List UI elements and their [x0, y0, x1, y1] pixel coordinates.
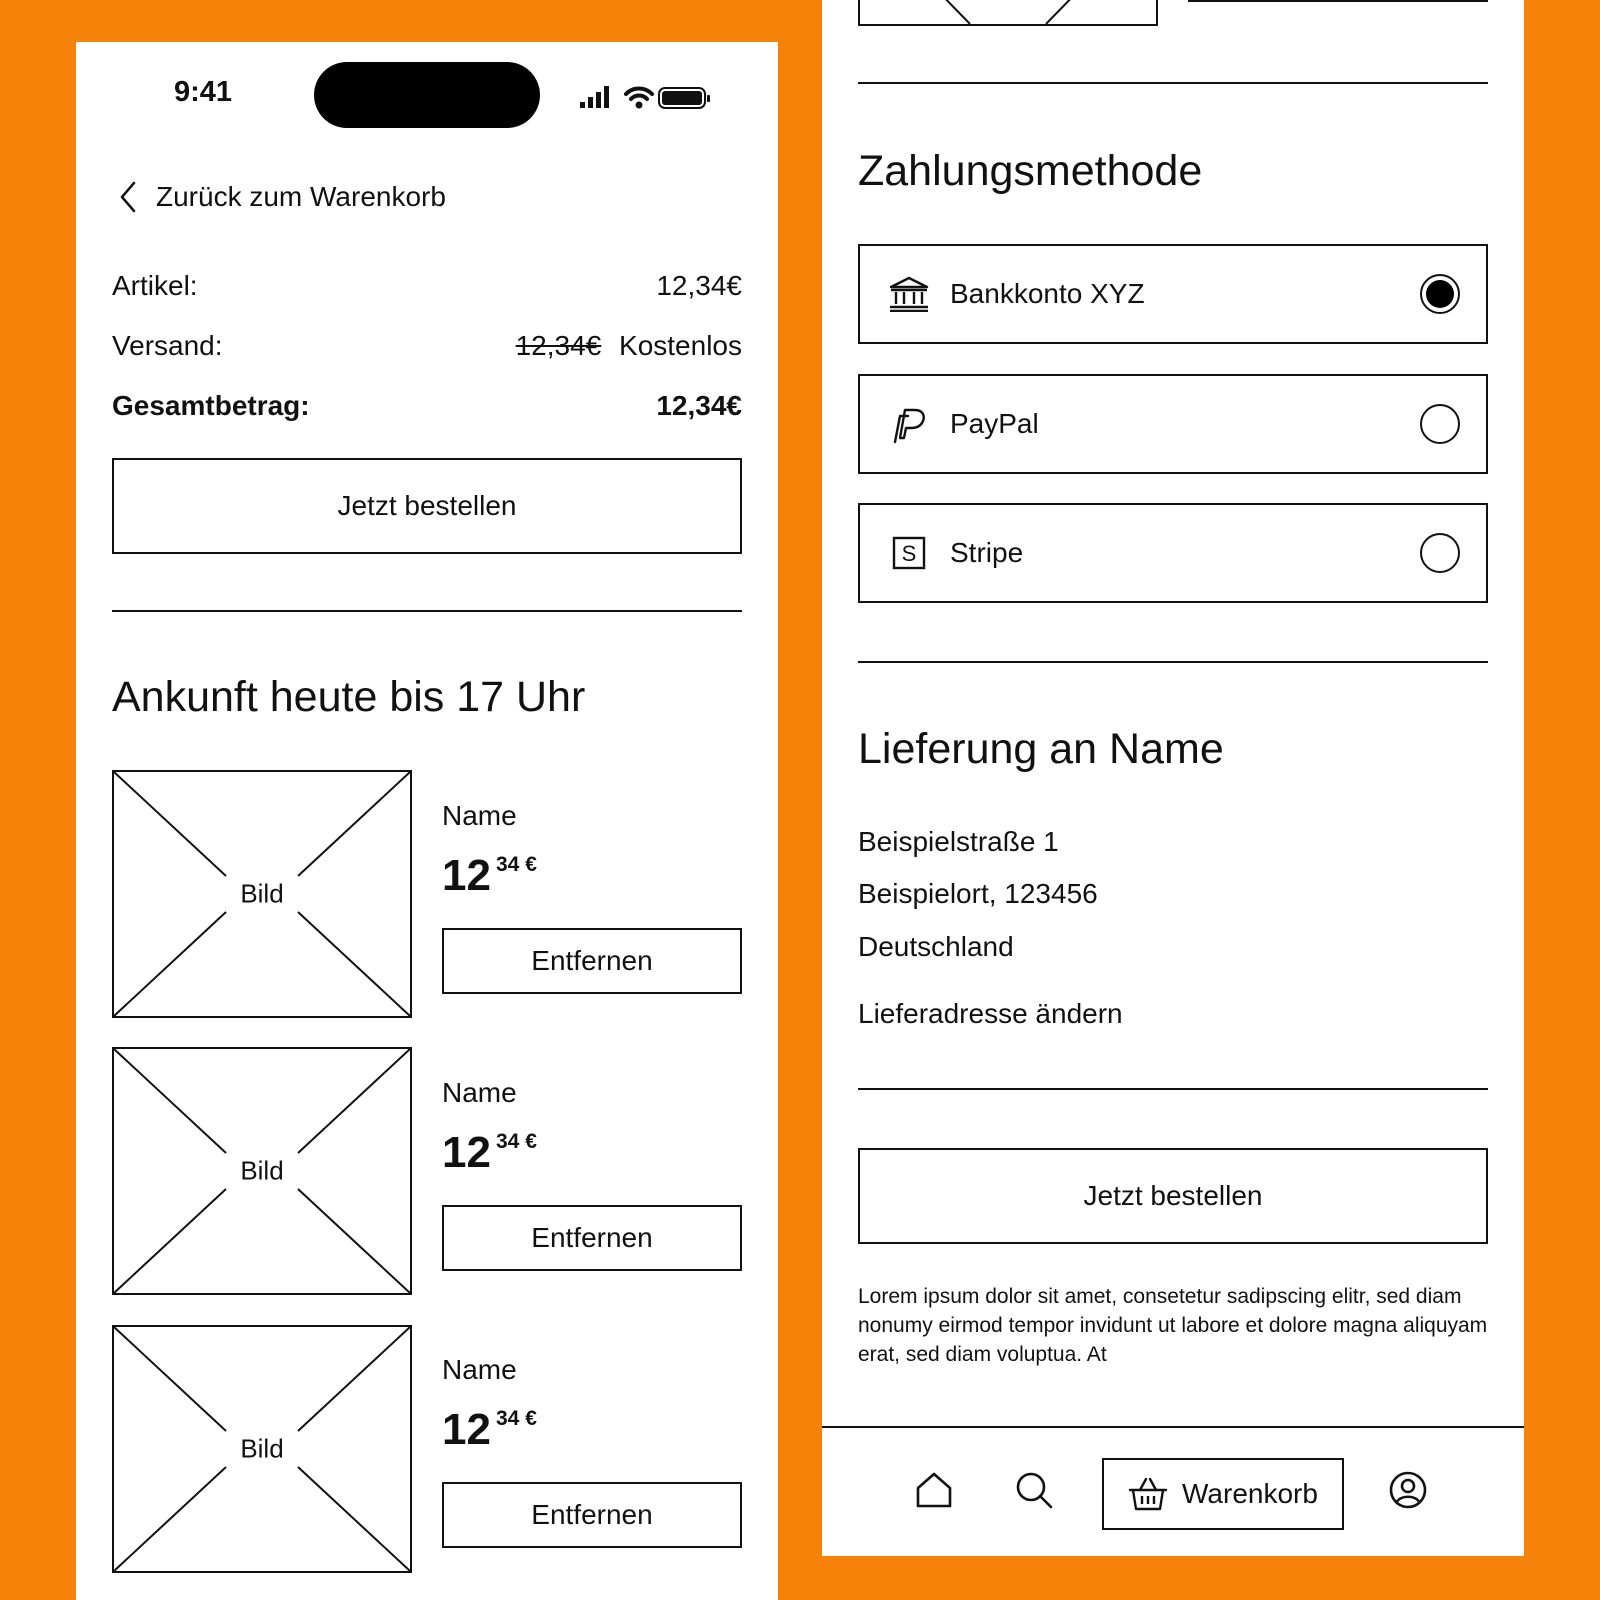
- image-caption: Bild: [240, 1155, 284, 1186]
- product-image: [112, 1325, 412, 1573]
- payment-screen: [822, 0, 1524, 1556]
- status-icons: [578, 82, 728, 112]
- address-city: Beispielort, 123456: [858, 878, 1098, 909]
- back-to-cart-link[interactable]: [116, 175, 536, 219]
- product-image: [112, 770, 412, 1018]
- radio-unselected[interactable]: [1420, 533, 1460, 573]
- divider: [858, 82, 1488, 84]
- home-icon: [914, 1470, 954, 1510]
- dynamic-island: [314, 62, 540, 128]
- wifi-icon: [626, 88, 652, 108]
- address-country: Deutschland: [858, 931, 1014, 962]
- divider: [858, 661, 1488, 663]
- checkout-screen: [76, 42, 778, 1600]
- back-label: Zurück zum Warenkorb: [156, 181, 446, 212]
- delivery-heading: Lieferung an Name: [858, 725, 1224, 773]
- nav-cart-label: Warenkorb: [1182, 1478, 1318, 1509]
- payment-heading: Zahlungsmethode: [858, 147, 1203, 195]
- bottom-nav: [822, 1426, 1524, 1556]
- payment-option-label: Stripe: [950, 537, 1024, 568]
- basket-icon: [1128, 1476, 1168, 1512]
- status-time: 9:41: [174, 76, 233, 108]
- payment-option-label: PayPal: [950, 408, 1039, 439]
- image-caption: Bild: [240, 1433, 284, 1464]
- svg-text:S: S: [901, 541, 917, 566]
- partial-button-edge: [1188, 0, 1488, 2]
- payment-option-paypal[interactable]: [858, 374, 1488, 474]
- image-caption: Bild: [240, 878, 284, 909]
- payment-option-bank[interactable]: [858, 244, 1488, 344]
- shipping-value-row: [516, 332, 742, 360]
- items-value: 12,34€: [656, 270, 742, 301]
- search-icon: [1014, 1470, 1054, 1510]
- shipping-old-price: 12,34€: [515, 330, 602, 361]
- bank-icon: [886, 271, 932, 317]
- stripe-icon: [886, 530, 932, 576]
- radio-unselected[interactable]: [1420, 404, 1460, 444]
- image-placeholder-icon: [860, 0, 1156, 24]
- product-price-main: 12: [442, 851, 491, 900]
- divider: [858, 1088, 1488, 1090]
- nav-home[interactable]: [908, 1464, 960, 1516]
- nav-search[interactable]: [1008, 1464, 1060, 1516]
- chevron-left-icon: [116, 180, 142, 214]
- total-value: 12,34€: [656, 390, 742, 421]
- signal-icon: [578, 82, 728, 112]
- radio-selected[interactable]: [1420, 274, 1460, 314]
- change-address-link[interactable]: Lieferadresse ändern: [858, 998, 1123, 1029]
- product-name: Name: [442, 800, 517, 831]
- product-name: Name: [442, 1077, 517, 1108]
- shipping-label: Versand:: [112, 330, 223, 361]
- nav-cart[interactable]: [1102, 1458, 1344, 1530]
- remove-button[interactable]: Entfernen: [442, 1205, 742, 1271]
- paypal-icon: [886, 401, 932, 447]
- remove-button[interactable]: Entfernen: [442, 928, 742, 994]
- legal-text: Lorem ipsum dolor sit amet, consetetur sadipscing elitr, sed diam nonumy eirmod tempor invidunt ut labore et dolore magna aliquyam erat, sed diam voluptua. At: [858, 1285, 1488, 1366]
- divider: [112, 610, 742, 612]
- payment-option-stripe[interactable]: [858, 503, 1488, 603]
- order-now-button[interactable]: Jetzt bestellen: [858, 1148, 1488, 1244]
- shipping-value: Kostenlos: [619, 330, 742, 361]
- items-label: Artikel:: [112, 270, 198, 301]
- total-label: Gesamtbetrag:: [112, 390, 310, 421]
- product-image-partial: [858, 0, 1158, 26]
- product-image: [112, 1047, 412, 1295]
- order-now-button[interactable]: Jetzt bestellen: [112, 458, 742, 554]
- product-name: Name: [442, 1354, 517, 1385]
- nav-profile[interactable]: [1382, 1464, 1434, 1516]
- arrival-heading: Ankunft heute bis 17 Uhr: [112, 673, 586, 721]
- payment-option-label: Bankkonto XYZ: [950, 278, 1145, 309]
- product-price-main: 12: [442, 1128, 491, 1177]
- address-street: Beispielstraße 1: [858, 826, 1059, 857]
- battery-icon: [659, 88, 710, 108]
- product-price-main: 12: [442, 1405, 491, 1454]
- product-price-fraction: 34 €: [496, 853, 537, 876]
- product-price-fraction: 34 €: [496, 1407, 537, 1430]
- profile-icon: [1388, 1470, 1428, 1510]
- remove-button[interactable]: Entfernen: [442, 1482, 742, 1548]
- product-price-fraction: 34 €: [496, 1130, 537, 1153]
